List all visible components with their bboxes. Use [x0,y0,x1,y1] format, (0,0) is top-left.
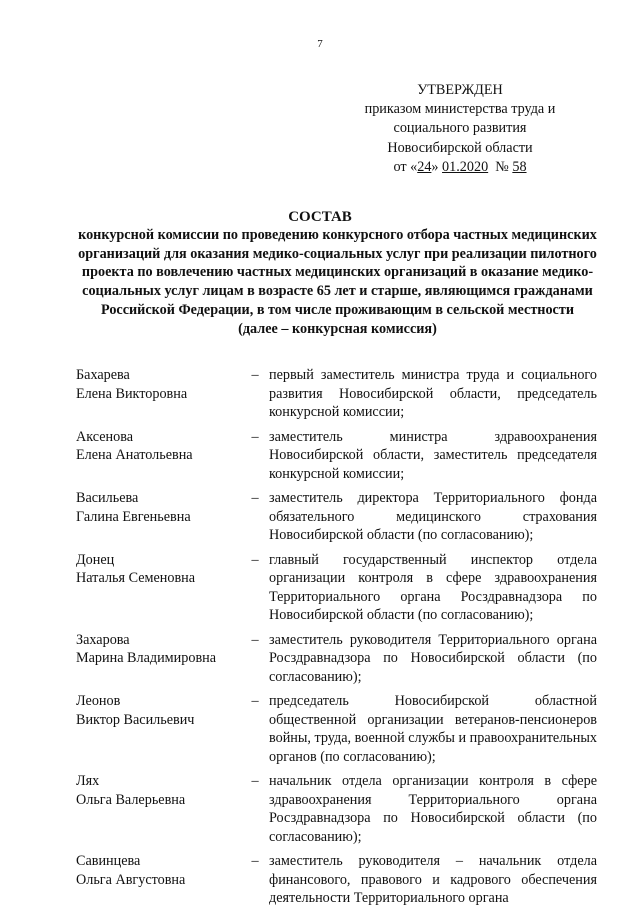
member-surname: Савинцева [76,853,141,869]
member-name [76,631,246,668]
approval-block [330,81,590,177]
member-surname: Бахарева [76,367,130,383]
dash: – [251,773,259,789]
dash: – [251,693,259,709]
member-row [0,631,640,687]
member-surname: Леонов [76,693,121,709]
member-name [76,772,246,809]
member-role: председатель Новосибирской областной общественной организации ветеранов-пенсионеров войны, труда, военной службы и правоохранительных органов (по согласованию); [269,693,597,765]
member-name [76,428,246,465]
member-name [76,366,246,403]
date-prefix: от « [393,158,418,175]
member-row [0,489,640,545]
member-row [0,852,640,908]
member-given-names: Ольга Августовна [76,871,186,888]
member-role: главный государственный инспектор отдела организации контроля в сфере здравоохранения Территориального органа Росздравнадзора по Новосибирской области (по согласованию); [269,551,597,623]
members-list [0,366,640,908]
member-given-names: Ольга Валерьевна [76,791,186,808]
member-surname: Лях [76,773,100,789]
member-name [76,852,246,889]
member-row [0,428,640,484]
dash: – [251,428,259,445]
approval-date [330,158,590,177]
document-title: СОСТАВ [288,209,352,225]
member-given-names: Елена Викторовна [76,385,188,402]
subtitle-text: конкурсной комиссии по проведению конкурсного отбора частных медицинских организаций для оказания медико-социальных услуг при реализации пилотного проекта по вовлечению частных медицинских организаций в оказание медико-социальных услуг лицам в возрасте 65 лет и старше, являющимся гражданами Российской Федерации, в том числе проживающим в сельской местности [78,227,597,318]
member-surname: Захарова [76,631,130,648]
member-surname: Донец [76,551,115,568]
member-row [0,366,640,422]
member-role: первый заместитель министра труда и социального развития Новосибирской области, председатель конкурсной комиссии; [269,367,597,420]
member-role: заместитель министра здравоохранения Новосибирской области, заместитель председателя конкурсной комиссии; [269,428,597,482]
member-role: заместитель директора Территориального фонда обязательного медицинского страхования Новосибирской области (по согласованию); [269,490,597,543]
member-given-names: Елена Анатольевна [76,447,193,463]
document-subtitle [75,226,600,338]
page-number: 7 [317,38,323,50]
number-sign: № [495,158,509,175]
dash: – [251,853,259,869]
member-given-names: Марина Владимировна [76,650,217,666]
member-given-names: Галина Евгеньевна [76,508,191,525]
order-number: 58 [512,158,527,175]
dash: – [251,631,259,648]
date-day: 24 [417,158,432,175]
approval-line: приказом министерства труда и [364,101,556,118]
dash: – [251,367,259,383]
member-name [76,489,246,526]
date-mid: » [431,158,443,175]
dash: – [251,551,259,568]
date-month-year: 01.2020 [442,158,489,175]
member-surname: Аксенова [76,428,134,445]
approval-line: Новосибирской области [387,139,533,156]
member-given-names: Наталья Семеновна [76,570,196,586]
member-row [0,772,640,846]
member-role: начальник отдела организации контроля в сфере здравоохранения Территориального органа Росздравнадзора по Новосибирской области (по согласованию); [269,773,597,845]
member-role: заместитель руководителя Территориального органа Росздравнадзора по Новосибирской области (по согласованию); [269,631,597,685]
member-name [76,551,246,588]
member-given-names: Виктор Васильевич [76,711,195,728]
member-role: заместитель руководителя – начальник отдела финансового, правового и кадрового обеспечения деятельности Территориального органа [269,853,597,906]
member-name [76,692,246,729]
member-row [0,551,640,625]
dash: – [251,490,259,506]
member-surname: Васильева [76,490,139,506]
member-row [0,692,640,766]
subtitle-note: (далее – конкурсная комиссия) [238,320,437,337]
approval-heading: УТВЕРЖДЕН [417,82,503,98]
approval-line: социального развития [393,120,527,137]
